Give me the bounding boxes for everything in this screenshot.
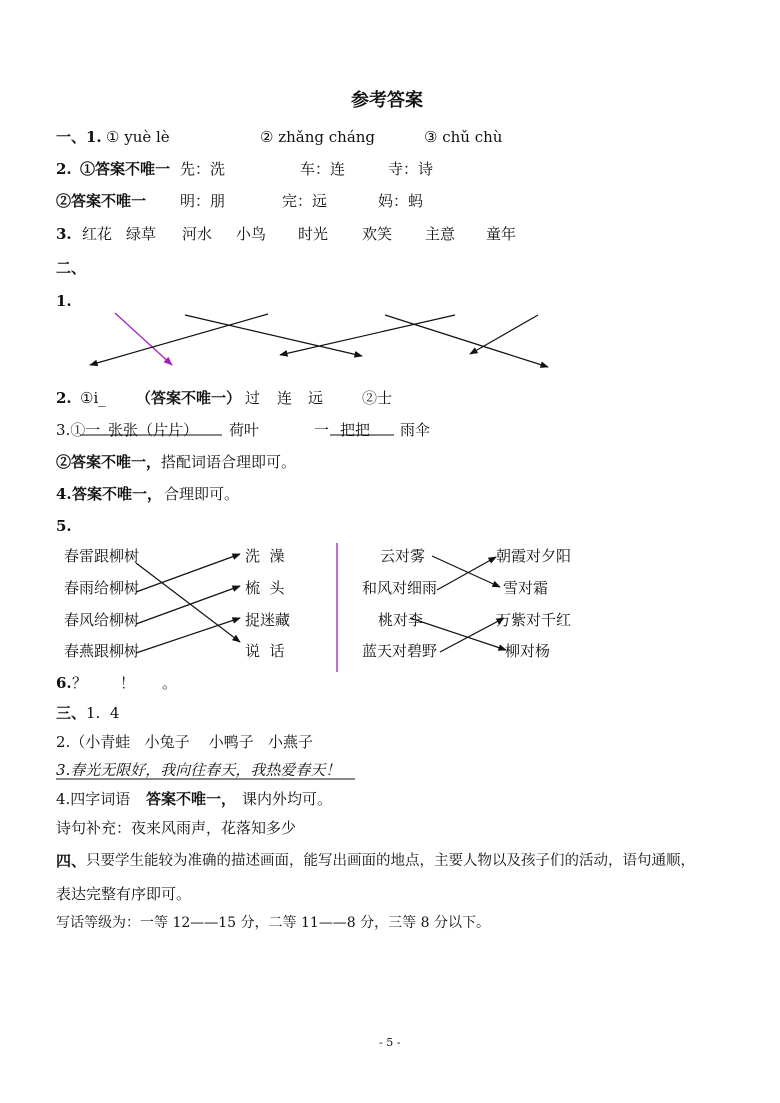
- q5-mid-item: 洗 澡: [245, 547, 285, 565]
- s2-q6-punct-1: ？: [72, 674, 88, 692]
- q5-mid-item: 梳 头: [245, 579, 285, 597]
- s3-q4-mark: 答案不唯一，: [146, 790, 237, 808]
- q5-left-item: 春风给柳树: [64, 611, 140, 629]
- s2-q2-word-1: 过: [245, 389, 261, 407]
- s3-poem: 诗句补充：夜来风雨声，花落知多少: [56, 819, 297, 837]
- q5-right-b-item: 朝霞对夕阳: [496, 547, 572, 565]
- s2-q3-noun-1: 荷叶: [229, 421, 260, 439]
- pinyin-answer-1: ① yuè lè: [106, 128, 170, 146]
- s3-q4-rest: 课内外均可。: [242, 790, 333, 808]
- s2-q3-blank-1: 张张（片片）: [108, 421, 199, 439]
- s2-q4-number: 4.: [56, 485, 72, 503]
- s2-q6-punct-2: ！: [120, 674, 136, 692]
- pinyin-answer-3: ③ chǔ chù: [424, 128, 503, 146]
- s2-q5-number: 5.: [56, 517, 72, 535]
- s2-q3-lead: 3.①一: [56, 421, 101, 439]
- q5-mid-item: 捉迷藏: [245, 611, 291, 629]
- q5-left-line: [136, 563, 240, 642]
- q2-number: 2.: [56, 160, 72, 178]
- s2-q3-blank-2: 把把: [340, 421, 371, 439]
- q2a-word-3: 寺：诗: [388, 160, 434, 178]
- s2-q2-answer-a: ①i_: [80, 389, 106, 407]
- s2-q3-yi: 一: [314, 421, 330, 439]
- s3-q4-pre: 4.四字词语: [56, 790, 131, 808]
- q5-left-item: 春燕跟柳树: [64, 642, 140, 660]
- q2b-word-3: 妈：蚂: [378, 192, 424, 210]
- match-line: [90, 314, 268, 365]
- q3-word: 欢笑: [362, 225, 393, 243]
- q2a-mark: ①答案不唯一: [80, 160, 171, 178]
- q5-mid-item: 说 话: [245, 642, 285, 660]
- q5-right-b-item: 柳对杨: [505, 642, 551, 660]
- q5-right-b-item: 万紫对千红: [496, 611, 572, 629]
- q3-word: 绿草: [126, 225, 157, 243]
- q2b-mark: ②答案不唯一: [56, 192, 147, 210]
- q3-word: 红花: [82, 225, 113, 243]
- s2-q3b-mark: ②答案不唯一，: [56, 453, 162, 471]
- s2-q2-answer-b: ②士: [362, 389, 393, 407]
- section-1-q1-label: 一、1.: [56, 128, 102, 146]
- q5-right-b-item: 雪对霜: [503, 579, 549, 597]
- q3-number: 3.: [56, 225, 72, 243]
- s3-q3-answer: 3.春光无限好，我向往春天，我热爱春天！: [56, 761, 341, 779]
- s2-q2-word-3: 远: [308, 389, 324, 407]
- q5-right-a-item: 桃对李: [378, 611, 424, 629]
- s2-q4-rest: 合理即可。: [164, 485, 240, 503]
- s2-q6-punct-3: 。: [162, 674, 178, 692]
- match-line: [185, 315, 362, 356]
- q2a-word-1: 先：洗: [180, 160, 226, 178]
- section-3-label: 三、: [56, 704, 87, 722]
- q2a-word-2: 车：连: [300, 160, 346, 178]
- s4-grade: 写话等级为：一等 12——15 分，二等 11——8 分，三等 8 分以下。: [56, 915, 490, 931]
- q5-left-line: [136, 618, 240, 653]
- q3-word: 小鸟: [236, 225, 267, 243]
- s2-q2-number: 2.: [56, 389, 72, 407]
- s4-line-1: 只要学生能较为准确的描述画面，能写出画面的地点，主要人物以及孩子们的活动，语句通顺，: [86, 853, 695, 869]
- q3-word: 童年: [486, 225, 517, 243]
- match-line: [280, 315, 455, 355]
- q5-right-a-item: 云对雾: [380, 547, 426, 565]
- page-title: 参考答案: [351, 90, 423, 111]
- s2-q3-noun-2: 雨伞: [400, 421, 431, 439]
- section-2-heading: 二、: [56, 259, 87, 277]
- q5-right-line: [440, 618, 504, 652]
- page-number: - 5 -: [379, 1036, 401, 1049]
- q5-left-line: [136, 554, 240, 592]
- q3-word: 河水: [182, 225, 213, 243]
- q5-right-a-item: 蓝天对碧野: [362, 642, 438, 660]
- s2-q3b-rest: 搭配词语合理即可。: [161, 453, 297, 471]
- s2-q6-number: 6.: [56, 674, 72, 692]
- match-line: [470, 315, 538, 354]
- s2-q1-label: 1.: [56, 292, 72, 310]
- s4-line-2: 表达完整有序即可。: [56, 885, 192, 903]
- s2-q2-word-2: 连: [277, 389, 293, 407]
- q2b-word-2: 完：远: [282, 192, 328, 210]
- s3-q2-answer: 2.（小青蛙 小兔子 小鸭子 小燕子: [56, 733, 313, 751]
- s2-q2-mark: （答案不唯一）: [136, 389, 242, 407]
- pinyin-answer-2: ② zhǎng cháng: [260, 128, 376, 146]
- q2b-word-1: 明：朋: [180, 192, 226, 210]
- q5-right-a-item: 和风对细雨: [362, 579, 438, 597]
- s2-q4-mark: 答案不唯一，: [72, 485, 163, 503]
- q5-left-item: 春雷跟柳树: [64, 547, 140, 565]
- section-4-label: 四、: [56, 852, 87, 870]
- q3-word: 时光: [298, 225, 329, 243]
- s3-q1-answer: 1. 4: [86, 704, 120, 722]
- q5-left-line: [136, 586, 240, 624]
- q5-left-item: 春雨给柳树: [64, 579, 140, 597]
- match-line-purple: [115, 313, 172, 365]
- q3-word: 主意: [425, 225, 456, 243]
